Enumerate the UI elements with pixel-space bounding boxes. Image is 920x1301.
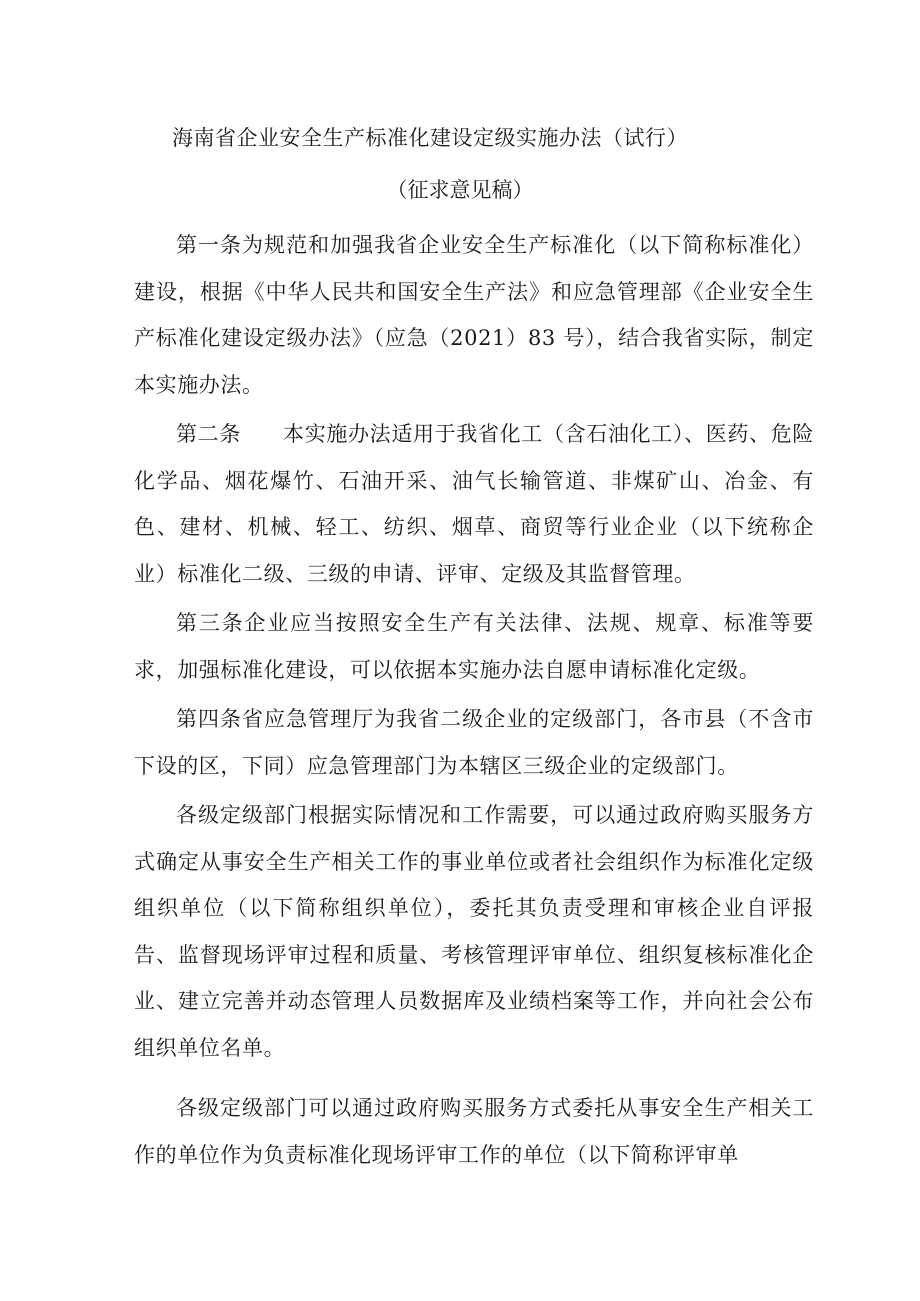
paragraph-article-4-clause-3: [134, 1085, 814, 1178]
paragraph-article-1: [134, 222, 814, 408]
document-subtitle: （征求意见稿）: [386, 178, 534, 202]
paragraph-text: 第四条省应急管理厅为我省二级企业的定级部门，各市县（不含市下设的区，下同）应急管理部门为本辖区三级企业的定级部门。: [134, 707, 814, 778]
paragraph-text: 第一条为规范和加强我省企业安全生产标准化（以下简称标准化）建设，根据《中华人民共和国安全生产法》和应急管理部《企业安全生产标准化建设定级办法》（应急（2021）83 号），结合我省实际，制定本实施办法。: [134, 233, 814, 397]
paragraph-text: 各级定级部门根据实际情况和工作需要，可以通过政府购买服务方式确定从事安全生产相关工作的事业单位或者社会组织作为标准化定级组织单位（以下简称组织单位），委托其负责受理和审核企业自评报告、监督现场评审过程和质量、考核管理评审单位、组织复核标准化企业、建立完善并动态管理人员数据库及业绩档案等工作，并向社会公布组织单位名单。: [134, 803, 814, 1060]
paragraph-text: 本实施办法适用于我省化工（含石油化工）、医药、危险化学品、烟花爆竹、石油开采、油气长输管道、非煤矿山、冶金、有色、建材、机械、轻工、纺织、烟草、商贸等行业企业（以下统称企业）标准化二级、三级的申请、评审、定级及其监督管理。: [134, 422, 814, 586]
paragraph-article-2: [134, 411, 814, 597]
article-number: 第二条: [176, 422, 241, 446]
paragraph-text: 第三条企业应当按照安全生产有关法律、法规、规章、标准等要求，加强标准化建设，可以依据本实施办法自愿申请标准化定级。: [134, 611, 814, 682]
paragraph-article-3: [134, 600, 814, 693]
paragraph-article-4: [134, 696, 814, 789]
paragraph-article-4-clause-2: [134, 792, 814, 1071]
document-body: [134, 222, 814, 1178]
document-title: 海南省企业安全生产标准化建设定级实施办法（试行）: [172, 126, 688, 150]
paragraph-text: 各级定级部门可以通过政府购买服务方式委托从事安全生产相关工作的单位作为负责标准化现场评审工作的单位（以下简称评审单: [134, 1096, 814, 1167]
